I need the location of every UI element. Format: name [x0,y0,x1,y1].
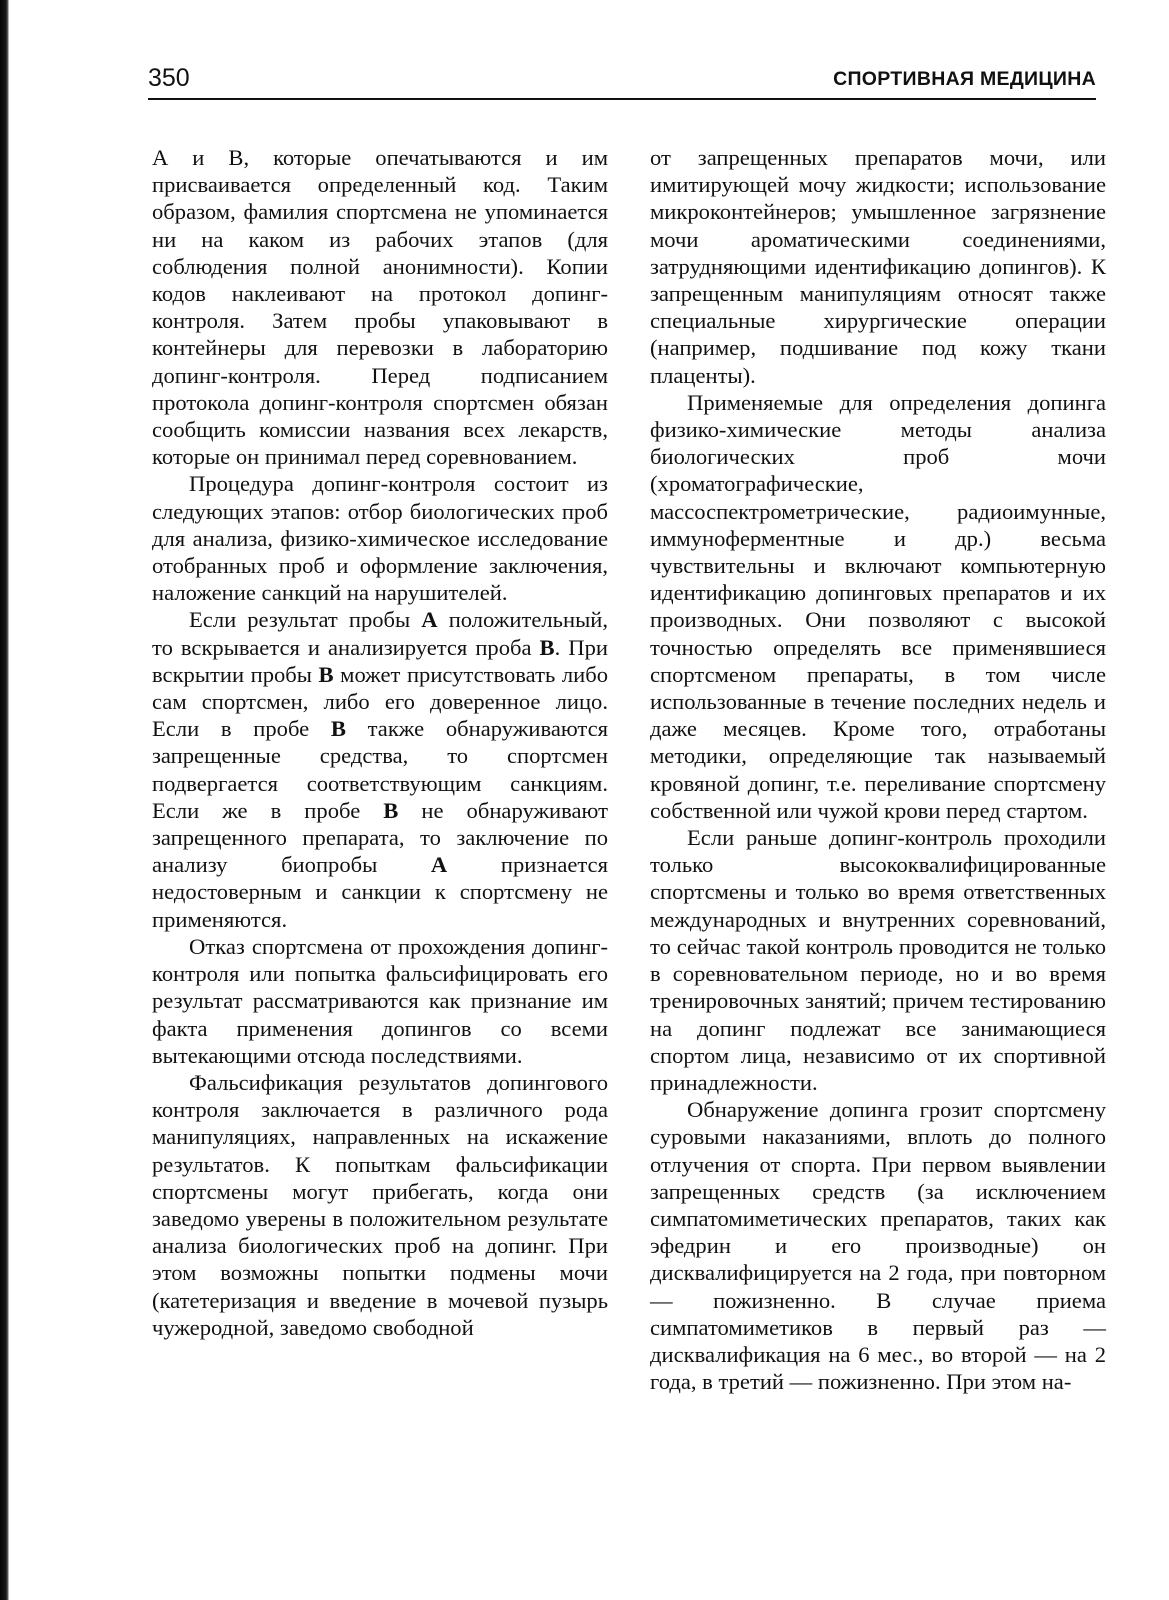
page-header [148,60,1096,100]
paragraph-falsification-continued: от запрещенных препаратов мочи, или имитирующей мочу жидкости; использование микроконтейнеров; умышленное загрязнение мочи ароматическими соединениями, затрудняющими идентификацию допингов). К запрещенным манипуляциям относят также специальные хирургические операции (например, подшивание под кожу ткани плаценты). [650,145,1106,388]
paragraph-procedure-stages: Процедура допинг-контроля состоит из следующих этапов: отбор биологических проб для анализа, физико-химическое исследование отобранных проб и оформление заключения, наложение санкций на нарушителей. [152,471,608,606]
page-binding-edge [0,0,9,1600]
paragraph-testing-scope: Если раньше допинг-контроль проходили только высококвалифицированные спортсмены и только во время ответственных международных и внутренних соревнований, то сейчас такой контроль проводится не только в соревновательном периоде, но и во время тренировочных занятий; причем тестированию на допинг подлежат все занимающиеся спортом лица, независимо от их спортивной принадлежности. [650,825,1106,1095]
right-column [650,144,1106,1395]
paragraph-refusal: Отказ спортсмена от прохождения допинг-контроля или попытка фальсифицировать его результат рассматриваются как признание им факта применения допингов со всеми вытекающими отсюда последствиями. [152,933,608,1068]
paragraph-ballot-codes: А и В, которые опечатываются и им присваивается определенный код. Таким образом, фамилия спортсмена не упоминается ни на каком из рабочих этапов (для соблюдения полной анонимности). Копии кодов наклеивают на протокол допинг-контроля. Затем пробы упаковывают в контейнеры для перевозки в лабораторию допинг-контроля. Перед подписанием протокола допинг-контроля спортсмен обязан сообщить комиссии названия всех лекарств, которые он принимал перед соревнованием. [152,145,608,470]
paragraph-sanctions: Обнаружение допинга грозит спортсмену суровыми наказаниями, вплоть до полного отлучения от спорта. При первом выявлении запрещенных средств (за исключением симпатомиметических препаратов, таких как эфедрин и его производные) он дисквалифицируется на 2 года, при повторном — пожизненно. В случае приема симпатомиметиков в первый раз — дисквалификация на 6 мес., во второй — на 2 года, в третий — пожизненно. При этом на- [650,1097,1106,1395]
paragraph-falsification: Фальсификация результатов допингового контроля заключается в различного рода манипуляциях, направленных на искажение результатов. К попыткам фальсификации спортсмены могут прибегать, когда они заведомо уверены в положительном результате анализа биологических проб на допинг. При этом возможны попытки подмены мочи (катетеризация и введение в мочевой пузырь чужеродной, заведомо свободной [152,1069,608,1340]
running-title: СПОРТИВНАЯ МЕДИЦИНА [833,68,1096,90]
paragraph-sample-b-opening: Если результат пробы А положительный, то вскрывается и анализируется проба В. При вскрытии пробы В может присутствовать либо сам спортсмен, либо его доверенное лицо. Если в пробе В также обнаруживаются запрещенные средства, то спортсмен подвергается соответствующим санкциям. Если же в пробе В не обнаруживают запрещенного препарата, то заключение по анализу биопробы А признается недостоверным и санкции к спортсмену не применяются. [152,607,608,932]
page-number: 350 [148,64,190,92]
paragraph-analysis-methods: Применяемые для определения допинга физико-химические методы анализа биологических проб мочи (хроматографические, массоспектрометрические, радиоимунные, иммуноферментные и др.) весьма чувствительны и включают компьютерную идентификацию допинговых препаратов и их производных. Они позволяют с высокой точностью определять все применявшиеся спортсменом препараты, в том числе использованные в течение последних недель и даже месяцев. Кроме того, отработаны методики, определяющие так называемый кровяной допинг, т.е. переливание спортсмену собственной или чужой крови перед стартом. [650,389,1106,823]
left-column [152,144,608,1341]
